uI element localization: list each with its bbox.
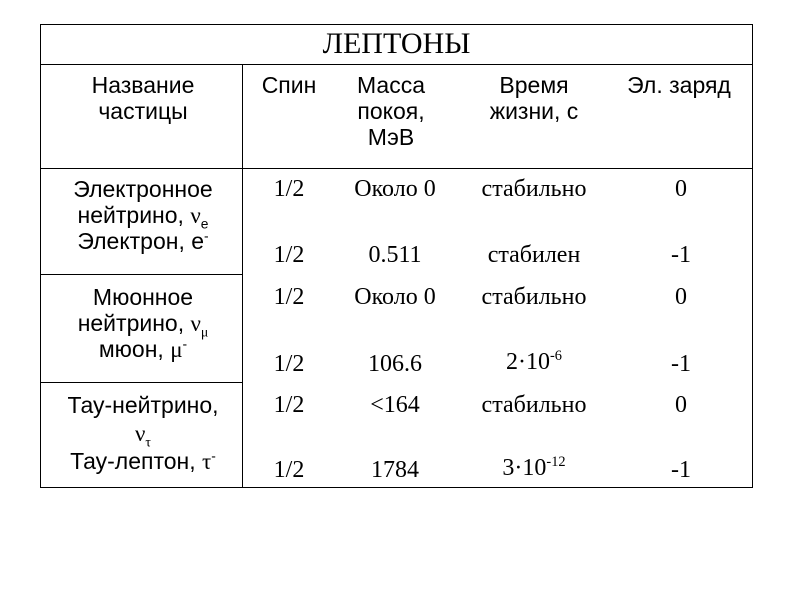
header-charge: Эл. заряд [627, 72, 731, 98]
particle-name-line: нейтрино, $\nu_e$ [77, 202, 209, 232]
particle-name-line: Тау-лептон, τ- [70, 448, 216, 474]
mass-cell: <164 [370, 392, 420, 418]
charge-cell: -1 [671, 351, 691, 377]
mass-cell: 0.511 [368, 242, 422, 268]
header-lifetime: Время жизни, с [489, 72, 579, 124]
table-title: ЛЕПТОНЫ [322, 27, 471, 60]
spin-cell: 1/2 [273, 242, 305, 268]
header-name: Название частицы [91, 72, 195, 124]
particle-name-line: нейтрино, $\nu_\mu$ [77, 310, 209, 340]
spin-cell: 1/2 [273, 351, 305, 377]
header-spin: Спин [261, 72, 317, 98]
particle-name-line: $\nu_\tau$ [135, 421, 151, 450]
particle-name-line: Мюонное [92, 284, 194, 310]
group-divider-1 [41, 274, 242, 275]
particle-name-line: мюон, μ- [98, 336, 188, 362]
charge-cell: -1 [671, 457, 691, 483]
lifetime-cell: стабильно [481, 392, 587, 418]
spin-cell: 1/2 [273, 284, 305, 310]
particle-name-line: Электронное [73, 176, 213, 202]
mass-cell: 106.6 [368, 351, 422, 377]
charge-cell: -1 [671, 242, 691, 268]
particle-name-line: Тау-нейтрино, [67, 392, 219, 418]
spin-cell: 1/2 [273, 457, 305, 483]
charge-cell: 0 [675, 392, 687, 418]
mass-cell: Около 0 [354, 176, 436, 202]
group-divider-2 [41, 382, 242, 383]
charge-cell: 0 [675, 176, 687, 202]
lifetime-cell: $3\cdot 10^{-12}$ [502, 454, 566, 481]
lifetime-cell: $2\cdot 10^{-6}$ [506, 348, 562, 375]
header-divider [41, 168, 752, 169]
charge-cell: 0 [675, 284, 687, 310]
spin-cell: 1/2 [273, 176, 305, 202]
title-divider [41, 64, 752, 65]
lifetime-cell: стабилен [487, 242, 581, 268]
mass-cell: Около 0 [354, 284, 436, 310]
leptons-table [40, 24, 753, 488]
name-column-divider [242, 64, 243, 488]
mass-cell: 1784 [371, 457, 419, 483]
lifetime-cell: стабильно [481, 284, 587, 310]
lifetime-cell: стабильно [481, 176, 587, 202]
header-mass: Масса покоя, МэВ [356, 72, 425, 150]
particle-name-line: Электрон, e- [77, 228, 209, 254]
spin-cell: 1/2 [273, 392, 305, 418]
